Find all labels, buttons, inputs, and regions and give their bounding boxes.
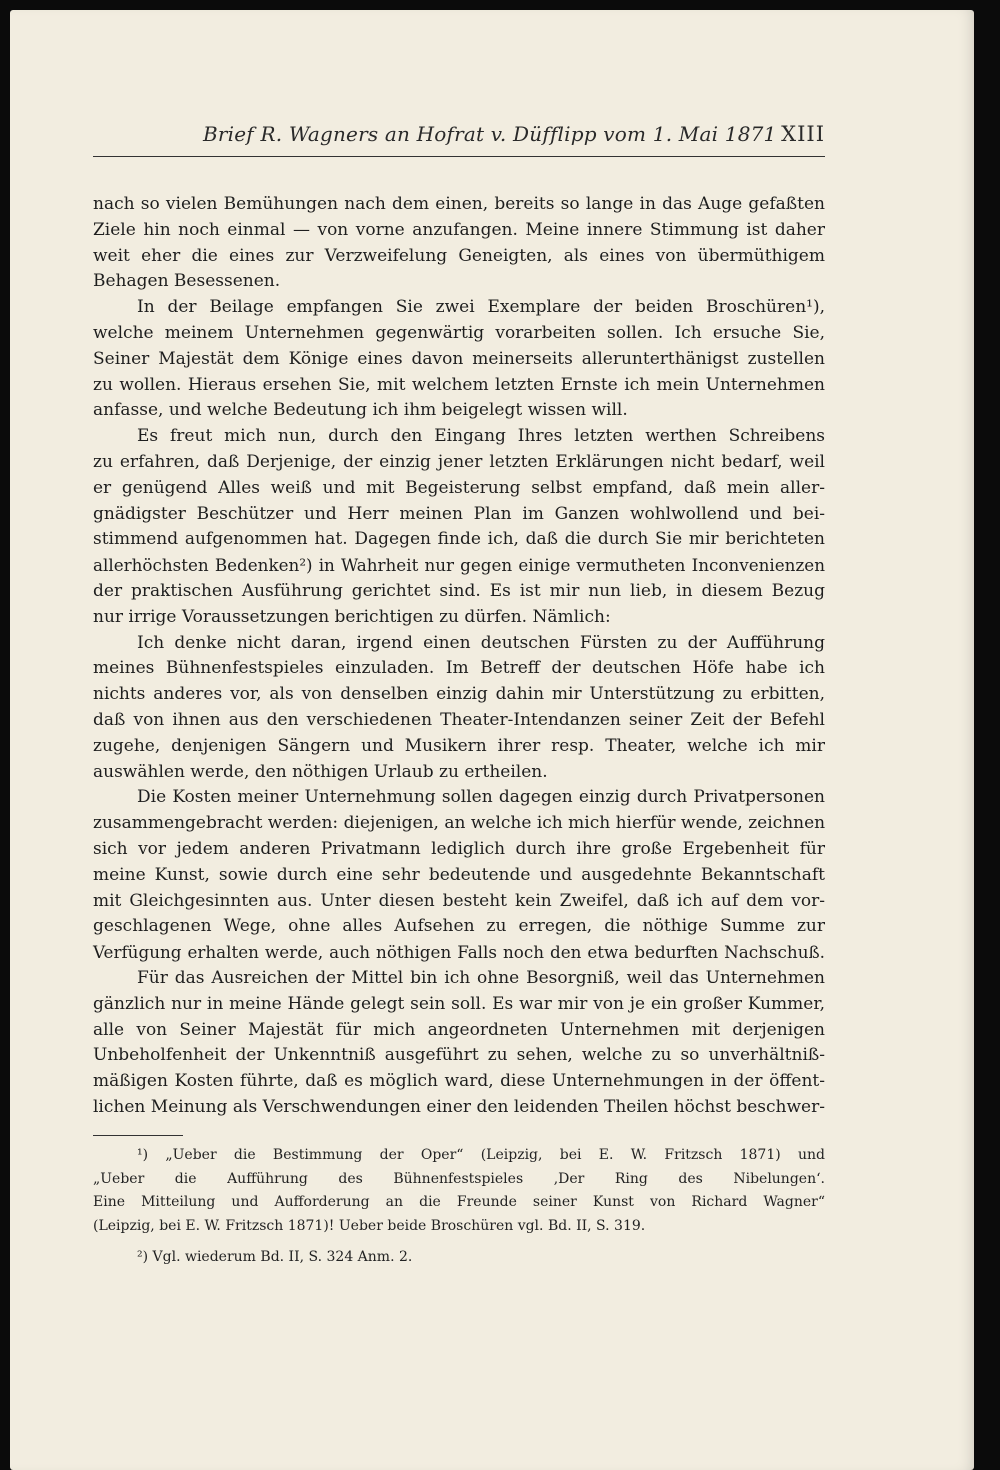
text-line: gnädigster Beschützer und Herr meinen Plan im Ganzen wohlwollend und bei- [93, 503, 825, 524]
text-line: stimmend aufgenommen hat. Dagegen finde ich, daß die durch Sie mir berichteten [93, 529, 825, 550]
text-line: anfasse, und welche Bedeutung ich ihm beigelegt wissen will. [93, 400, 628, 421]
footnote-line: (Leipzig, bei E. W. Fritzsch 1871)! Ueber beide Broschüren vgl. Bd. II, S. 319. [93, 1217, 646, 1234]
text-line: mit Gleichgesinnten aus. Unter diesen besteht kein Zweifel, daß ich auf dem vor- [93, 890, 825, 911]
text-line: auswählen werde, den nöthigen Urlaub zu ertheilen. [93, 761, 548, 782]
text-line: zugehe, denjenigen Sängern und Musikern ihrer resp. Theater, welche ich mir [93, 735, 825, 756]
body-text [93, 192, 825, 1121]
text-line: nur irrige Voraussetzungen berichtigen zu dürfen. Nämlich: [93, 606, 611, 627]
text-line: weit eher die eines zur Verzweifelung Geneigten, als eines von übermüthigem [93, 245, 825, 266]
text-line: Ziele hin noch einmal — von vorne anzufangen. Meine innere Stimmung ist daher [93, 219, 825, 240]
text-line: er genügend Alles weiß und mit Begeisterung selbst empfand, daß mein aller- [93, 477, 825, 498]
text-line: sich vor jedem anderen Privatmann lediglich durch ihre große Ergebenheit für [93, 838, 825, 859]
text-line: Ich denke nicht daran, irgend einen deutschen Fürsten zu der Aufführung [137, 632, 825, 653]
running-head [93, 122, 825, 157]
text-line: der praktischen Ausführung gerichtet sind. Es ist mir nun lieb, in diesem Bezug [93, 580, 825, 601]
page-number: XIII [781, 122, 825, 146]
text-line: Verfügung erhalten werde, auch nöthigen Falls noch den etwa bedurften Nachschuß. [93, 942, 825, 963]
text-line: daß von ihnen aus den verschiedenen Theater-Intendanzen seiner Zeit der Befehl [93, 709, 825, 730]
text-line: zu erfahren, daß Derjenige, der einzig jener letzten Erklärungen nicht bedarf, weil [93, 451, 825, 472]
text-line: zu wollen. Hieraus ersehen Sie, mit welchem letzten Ernste ich mein Unternehmen [93, 374, 825, 395]
text-line: Für das Ausreichen der Mittel bin ich ohne Besorgniß, weil das Unternehmen [137, 967, 825, 988]
footnote-rule [93, 1135, 183, 1136]
text-line: lichen Meinung als Verschwendungen einer den leidenden Theilen höchst beschwer- [93, 1096, 825, 1117]
text-line: meine Kunst, sowie durch eine sehr bedeutende und ausgedehnte Bekanntschaft [93, 864, 825, 885]
text-line: Die Kosten meiner Unternehmung sollen dagegen einzig durch Privatpersonen [137, 787, 825, 808]
footnote-line: „Ueber die Aufführung des Bühnenfestspieles ‚Der Ring des Nibelungen‘. [93, 1170, 825, 1187]
text-line: meines Bühnenfestspieles einzuladen. Im Betreff der deutschen Höfe habe ich [93, 658, 825, 679]
running-head-title: Brief R. Wagners an Hofrat v. Düfflipp vom 1. Mai 1871 [203, 122, 777, 146]
text-line: Seiner Majestät dem Könige eines davon meinerseits allerunterthänigst zustellen [93, 348, 825, 369]
text-line: Unbeholfenheit der Unkenntniß ausgeführt zu sehen, welche zu so unverhältniß- [93, 1045, 825, 1066]
text-line: alle von Seiner Majestät für mich angeordneten Unternehmen mit derjenigen [93, 1019, 825, 1040]
text-line: gänzlich nur in meine Hände gelegt sein soll. Es war mir von je ein großer Kummer, [93, 993, 825, 1014]
text-line: nichts anderes vor, als von denselben einzig dahin mir Unterstützung zu erbitten, [93, 684, 825, 705]
text-line: zusammengebracht werden: diejenigen, an welche ich mich hierfür wende, zeichnen [93, 813, 826, 834]
text-line: allerhöchsten Bedenken²) in Wahrheit nur gegen einige vermutheten Inconvenienzen [93, 555, 825, 576]
footnote-line: ¹) „Ueber die Bestimmung der Oper“ (Leipzig, bei E. W. Fritzsch 1871) und [137, 1147, 825, 1163]
text-line: Behagen Besessenen. [93, 271, 281, 292]
footnote-line: ²) Vgl. wiederum Bd. II, S. 324 Anm. 2. [137, 1249, 413, 1265]
footnotes [93, 1144, 825, 1270]
footnote-line: Eine Mitteilung und Aufforderung an die Freunde seiner Kunst von Richard Wagner“ [93, 1194, 825, 1210]
text-line: In der Beilage empfangen Sie zwei Exemplare der beiden Broschüren¹), [137, 297, 825, 318]
text-line: Es freut mich nun, durch den Eingang Ihres letzten werthen Schreibens [137, 426, 825, 447]
text-line: geschlagenen Wege, ohne alles Aufsehen zu erregen, die nöthige Summe zur [93, 916, 825, 937]
text-line: mäßigen Kosten führte, daß es möglich ward, diese Unternehmungen in der öffent- [93, 1071, 825, 1092]
text-line: welche meinem Unternehmen gegenwärtig vorarbeiten sollen. Ich ersuche Sie, [93, 322, 825, 343]
text-line: nach so vielen Bemühungen nach dem einen, bereits so lange in das Auge gefaßten [93, 194, 825, 214]
